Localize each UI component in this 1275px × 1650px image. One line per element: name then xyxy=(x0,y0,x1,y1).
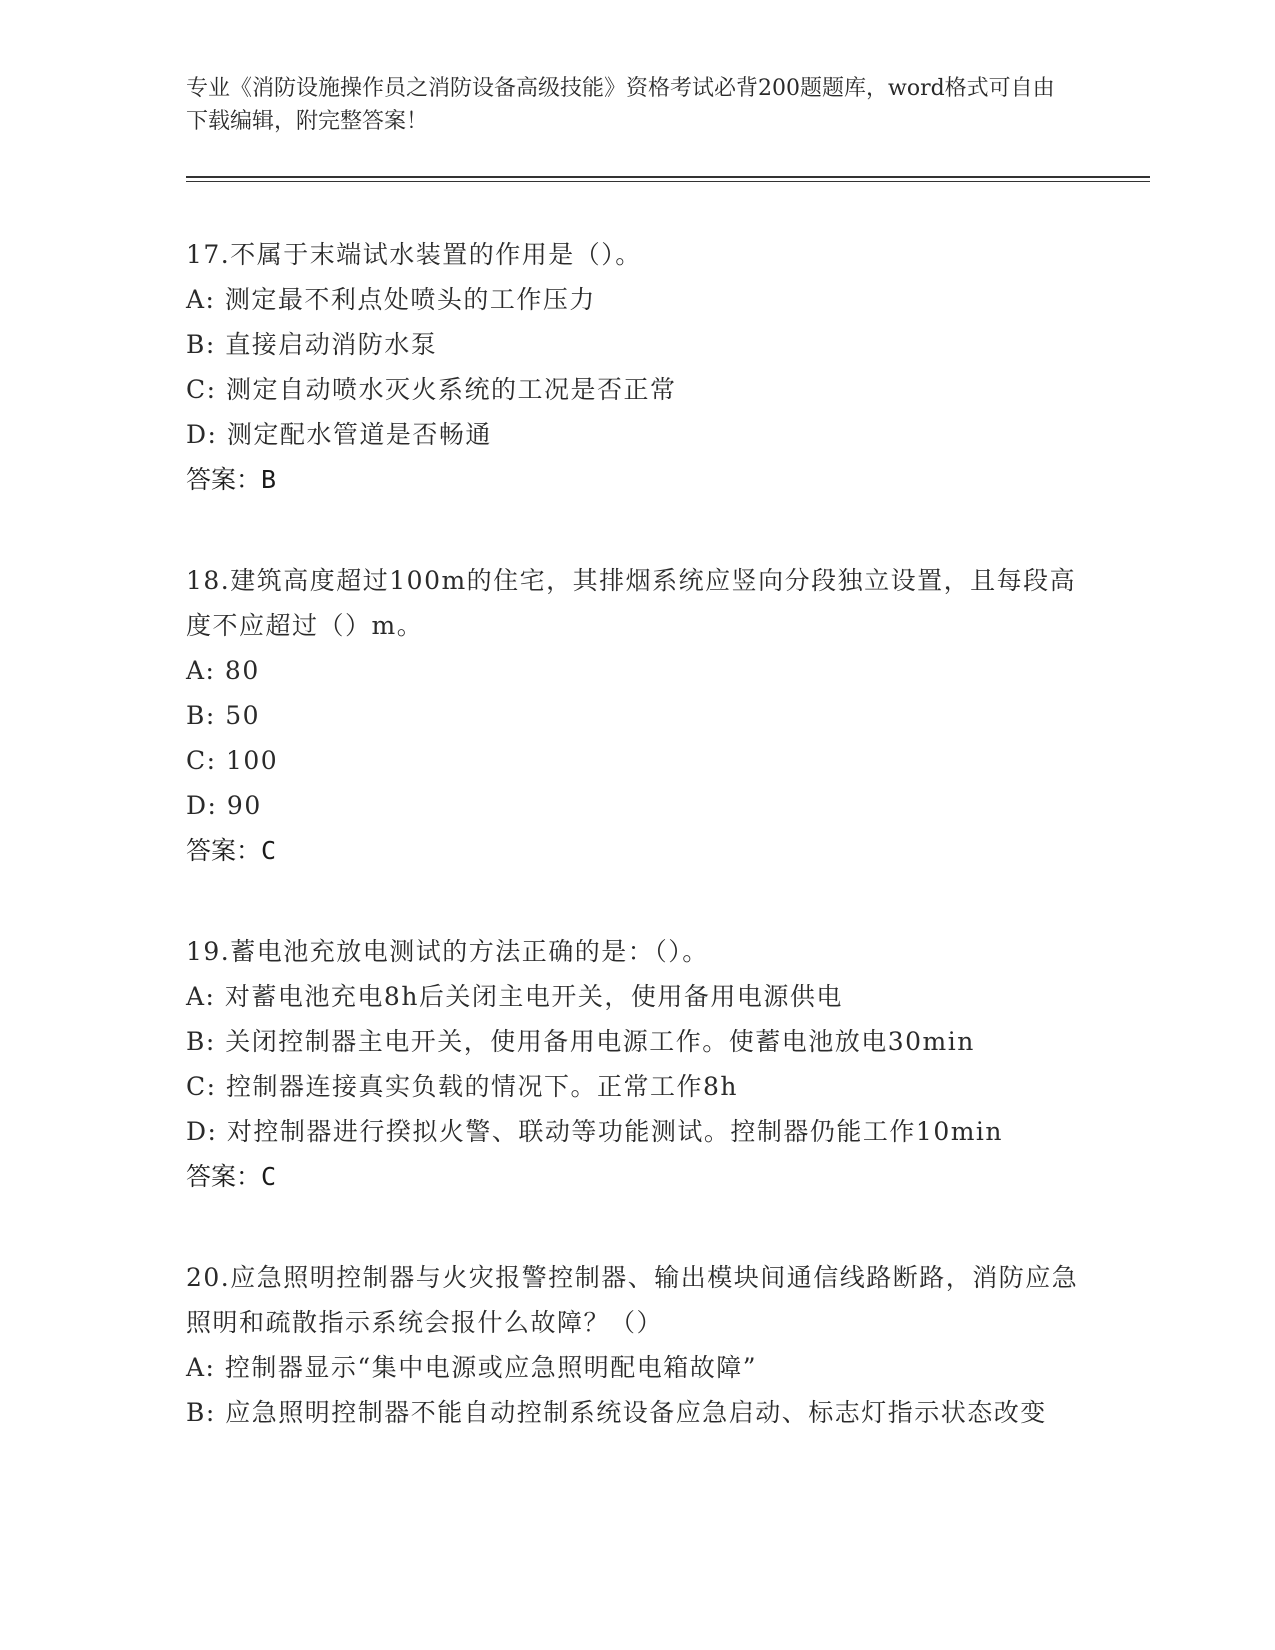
answer-value: C xyxy=(261,836,277,865)
header-divider-thin xyxy=(186,181,1150,182)
option-a: A: 测定最不利点处喷头的工作压力 xyxy=(186,285,596,314)
question-list xyxy=(186,232,1086,1491)
answer-line xyxy=(186,828,1086,873)
option-d: D: 对控制器进行揆拟火警、联动等功能测试。控制器仍能工作10min xyxy=(186,1117,1004,1146)
question-18 xyxy=(186,558,1086,873)
option-b: B: 关闭控制器主电开关，使用备用电源工作。使蓄电池放电30min xyxy=(186,1027,975,1056)
answer-label: 答案： xyxy=(186,1162,262,1191)
question-17 xyxy=(186,232,1086,502)
answer-label: 答案： xyxy=(186,465,262,494)
answer-label: 答案： xyxy=(186,836,262,865)
option-a: A: 80 xyxy=(186,656,260,685)
question-stem: 18.建筑高度超过100m的住宅，其排烟系统应竖向分段独立设置，且每段高度不应超过（）m。 xyxy=(186,566,1077,640)
answer-value: C xyxy=(261,1162,277,1191)
option-a: A: 控制器显示“集中电源或应急照明配电箱故障” xyxy=(186,1353,757,1382)
option-a: A: 对蓄电池充电8h后关闭主电开关，使用备用电源供电 xyxy=(186,982,843,1011)
option-d: D: 90 xyxy=(186,791,262,820)
answer-value: B xyxy=(261,465,277,494)
option-b: B: 50 xyxy=(186,701,261,730)
header-divider-thick xyxy=(186,176,1150,178)
question-stem: 20.应急照明控制器与火灾报警控制器、输出模块间通信线路断路，消防应急照明和疏散指示系统会报什么故障？（） xyxy=(186,1263,1079,1337)
question-20 xyxy=(186,1255,1086,1435)
option-b: B: 直接启动消防水泵 xyxy=(186,330,438,359)
option-c: C: 100 xyxy=(186,746,279,775)
answer-line xyxy=(186,1154,1086,1199)
answer-line xyxy=(186,457,1086,502)
question-stem: 19.蓄电池充放电测试的方法正确的是：（）。 xyxy=(186,937,709,966)
option-d: D: 测定配水管道是否畅通 xyxy=(186,420,492,449)
option-c: C: 测定自动喷水灭火系统的工况是否正常 xyxy=(186,375,677,404)
option-c: C: 控制器连接真实负载的情况下。正常工作8h xyxy=(186,1072,739,1101)
question-stem: 17.不属于末端试水装置的作用是（）。 xyxy=(186,240,642,269)
question-19 xyxy=(186,929,1086,1199)
option-b: B: 应急照明控制器不能自动控制系统设备应急启动、标志灯指示状态改变 xyxy=(186,1398,1047,1427)
document-header: 专业《消防设施操作员之消防设备高级技能》资格考试必背200题题库，word格式可自由下载编辑，附完整答案！ xyxy=(186,76,1055,134)
